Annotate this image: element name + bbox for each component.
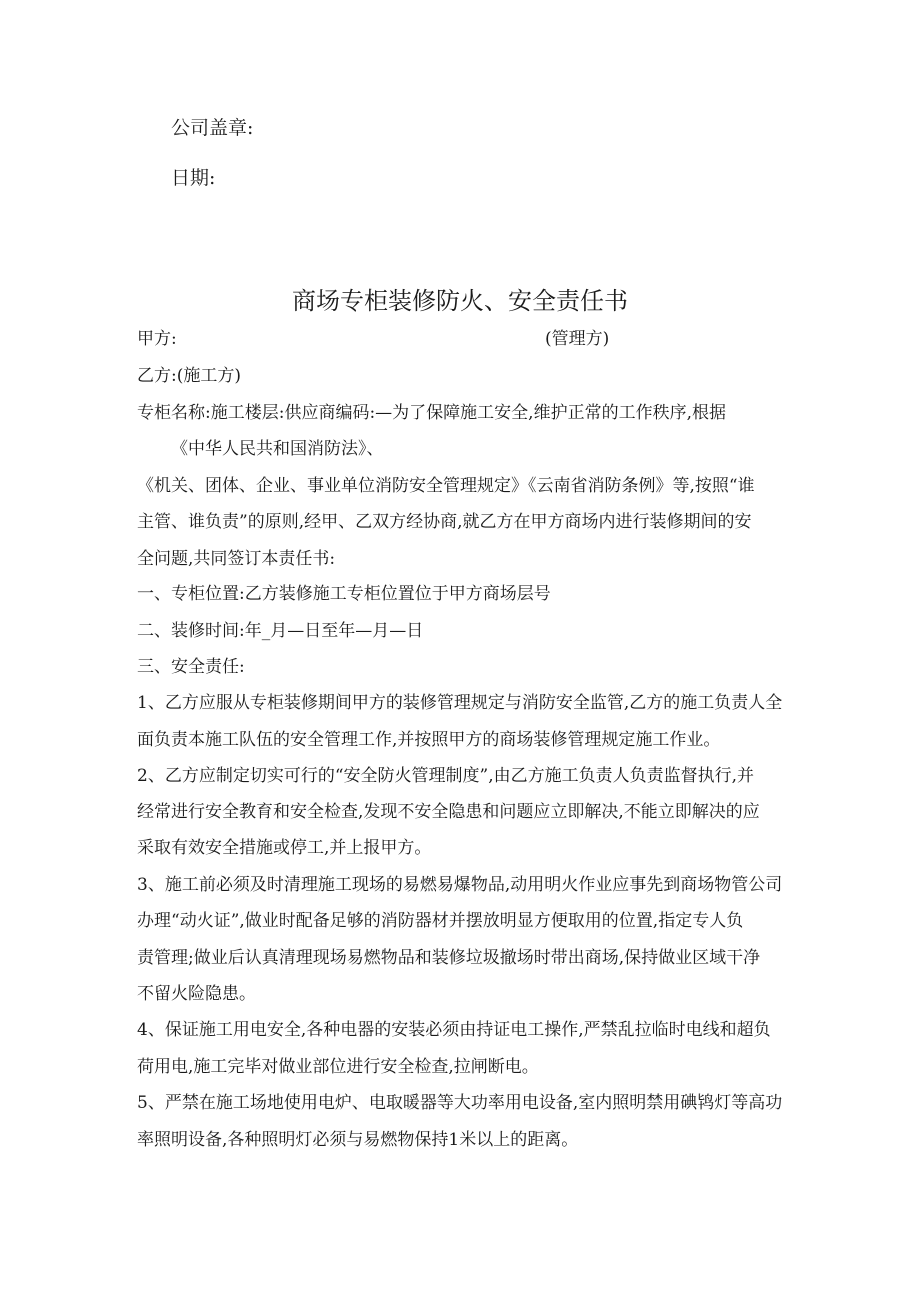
section-1-location: 一、专柜位置:乙方装修施工专柜位置位于甲方商场层号 (137, 584, 551, 604)
document-title: 商场专柜装修防火、安全责任书 (292, 287, 628, 315)
party-a-label: 甲方: (137, 329, 177, 349)
item-5-line: 率照明设备,各种照明灯必须与易燃物保持1米以上的距离。 (137, 1130, 579, 1150)
intro-line: 主管、谁负责”的原则,经甲、乙双方经协商,就乙方在甲方商场内进行装修期间的安 (137, 512, 752, 532)
date-label: 日期: (171, 167, 216, 189)
item-1-line: 面负责本施工队伍的安全管理工作,并按照甲方的商场装修管理规定施工作业。 (137, 730, 721, 750)
party-a-role: (管理方) (545, 329, 610, 349)
item-5-line: 5、严禁在施工场地使用电炉、电取暖器等大功率用电设备,室内照明禁用碘鸨灯等高功 (137, 1093, 783, 1113)
item-4-line: 4、保证施工用电安全,各种电器的安装必须由持证电工操作,严禁乱拉临时电线和超负 (137, 1020, 771, 1040)
item-2-line: 采取有效安全措施或停工,并上报甲方。 (137, 838, 432, 858)
item-2-line: 2、乙方应制定切实可行的“安全防火管理制度”,由乙方施工负责人负责监督执行,并 (137, 766, 755, 786)
intro-line: 专柜名称:施工楼层:供应商编码:—为了保障施工安全,维护正常的工作秩序,根据 (137, 403, 726, 423)
intro-line: 《中华人民共和国消防法》、 (171, 439, 384, 459)
item-3-line: 不留火险隐患。 (137, 984, 256, 1004)
party-b-line: 乙方:(施工方) (137, 366, 241, 386)
item-3-line: 办理“动火证”,做业时配备足够的消防器材并摆放明显方便取用的位置,指定专人负 (137, 911, 744, 931)
intro-line: 《机关、团体、企业、事业单位消防安全管理规定》《云南省消防条例》等,按照“谁 (137, 476, 755, 496)
section-3-heading: 三、安全责任: (137, 657, 245, 677)
item-1-line: 1、乙方应服从专柜装修期间甲方的装修管理规定与消防安全监管,乙方的施工负责人全 (137, 693, 783, 713)
item-3-line: 3、施工前必须及时清理施工现场的易燃易爆物品,动用明火作业应事先到商场物管公司 (137, 875, 783, 895)
item-3-line: 责管理;做业后认真清理现场易燃物品和装修垃圾撤场时带出商场,保持做业区域干净 (137, 948, 761, 968)
item-4-line: 荷用电,施工完毕对做业部位进行安全检查,拉闸断电。 (137, 1057, 539, 1077)
item-2-line: 经常进行安全教育和安全检查,发现不安全隐患和问题应立即解决,不能立即解决的应 (137, 802, 760, 822)
section-2-time: 二、装修时间:年_月—日至年—月—日 (137, 621, 424, 641)
intro-line: 全问题,共同签订本责任书: (137, 549, 336, 569)
company-seal-label: 公司盖章: (171, 117, 254, 139)
